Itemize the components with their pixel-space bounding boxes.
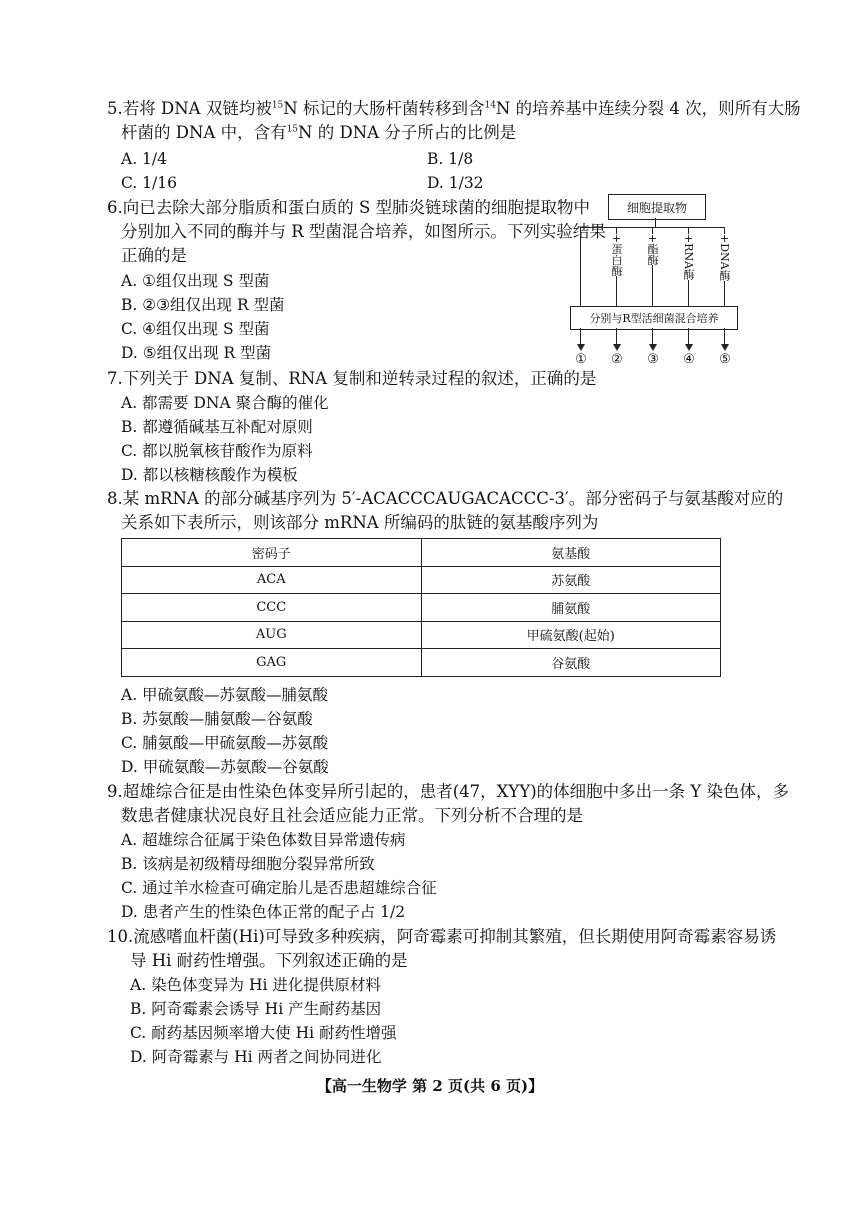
q8-option-d[interactable]: D. 甲硫氨酸—苏氨酸—谷氨酸 (121, 758, 329, 776)
table-cell-codon: AUG (122, 621, 422, 649)
esterase-label: +酯酶 (646, 234, 659, 266)
q5-text: N 标记的大肠杆菌转移到含 (283, 99, 485, 118)
arrow-down-icon (685, 344, 693, 351)
q10-stem-line2: 导 Hi 耐药性增强。下列叙述正确的是 (130, 951, 408, 970)
arrow-down-icon (613, 344, 621, 351)
group-5-label: ⑤ (719, 352, 731, 367)
table-row (122, 594, 721, 622)
q9-option-c[interactable]: C. 通过羊水检查可确定胎儿是否患超雄综合征 (121, 879, 437, 897)
group-1-label: ① (575, 352, 587, 367)
q9-option-d[interactable]: D. 患者产生的性染色体正常的配子占 1/2 (121, 903, 406, 921)
arrow-down-icon (577, 344, 585, 351)
q5-superscript: 15 (271, 100, 284, 111)
table-cell-codon: GAG (122, 649, 422, 677)
q5-text: N 的 DNA 分子所占的比例是 (298, 123, 517, 142)
q9-stem-line2: 数患者健康状况良好且社会适应能力正常。下列分析不合理的是 (121, 806, 583, 825)
protease-label: +蛋白酶 (610, 234, 623, 277)
mix-culture-box: 分别与R型活细菌混合培养 (570, 306, 738, 330)
q10-option-d[interactable]: D. 阿奇霉素与 Hi 两者之间协同进化 (130, 1048, 382, 1066)
table-header-codon: 密码子 (122, 539, 422, 567)
rnase-label: +RNA酶 (682, 234, 695, 281)
codon-table (121, 538, 721, 677)
q5-option-d[interactable]: D. 1/32 (427, 174, 484, 192)
table-cell-amino-acid: 甲硫氨酸(起始) (421, 621, 721, 649)
q6-stem-line2: 分别加入不同的酶并与 R 型菌混合培养，如图所示。下列实验结果 (121, 222, 606, 241)
q8-stem-line2: 关系如下表所示，则该部分 mRNA 所编码的肽链的氨基酸序列为 (121, 513, 599, 532)
table-header-amino-acid: 氨基酸 (421, 539, 721, 567)
q5-option-c[interactable]: C. 1/16 (121, 174, 177, 192)
q5-option-a[interactable]: A. 1/4 (121, 150, 167, 168)
connector-line (580, 227, 581, 306)
table-header-row (122, 539, 721, 567)
table-row (122, 566, 721, 594)
group-2-label: ② (611, 352, 623, 367)
connector-line (655, 218, 656, 227)
q7-stem: 7.下列关于 DNA 复制、RNA 复制和逆转录过程的叙述，正确的是 (107, 369, 597, 388)
table-cell-codon: CCC (122, 594, 422, 622)
page-footer: 【高一生物学 第 2 页(共 6 页)】 (316, 1077, 544, 1095)
q10-option-b[interactable]: B. 阿奇霉素会诱导 Hi 产生耐药基因 (130, 1000, 382, 1018)
table-cell-amino-acid: 谷氨酸 (421, 649, 721, 677)
q7-option-a[interactable]: A. 都需要 DNA 聚合酶的催化 (121, 394, 329, 412)
q8-option-a[interactable]: A. 甲硫氨酸—苏氨酸—脯氨酸 (121, 686, 329, 704)
table-row (122, 649, 721, 677)
q6-option-d[interactable]: D. ⑤组仅出现 R 型菌 (121, 344, 272, 362)
q5-superscript: 14 (484, 100, 496, 111)
q8-option-c[interactable]: C. 脯氨酸—甲硫氨酸—苏氨酸 (121, 734, 329, 752)
cell-extract-box: 细胞提取物 (608, 194, 706, 220)
arrow-down-icon (721, 344, 729, 351)
q5-superscript: 15 (286, 124, 299, 135)
group-4-label: ④ (683, 352, 695, 367)
q8-stem-line1: 8.某 mRNA 的部分碱基序列为 5′-ACACCCAUGACACCC-3′。部分密码子与氨基酸对应的 (107, 489, 784, 508)
q7-option-d[interactable]: D. 都以核糖核酸作为模板 (121, 466, 298, 484)
q10-stem-line1: 10.流感嗜血杆菌(Hi)可导致多种疾病，阿奇霉素可抑制其繁殖，但长期使用阿奇霉素容易诱 (107, 927, 777, 946)
q9-stem-line1: 9.超雄综合征是由性染色体变异所引起的，患者(47，XYY)的体细胞中多出一条 Y 染色体，多 (107, 782, 790, 801)
q5-text: 杆菌的 DNA 中，含有 (121, 123, 287, 142)
table-cell-amino-acid: 脯氨酸 (421, 594, 721, 622)
q6-stem-line1: 6.向已去除大部分脂质和蛋白质的 S 型肺炎链球菌的细胞提取物中 (107, 198, 591, 217)
q6-stem-line3: 正确的是 (121, 246, 187, 265)
enzyme-experiment-diagram (572, 190, 740, 372)
q7-option-c[interactable]: C. 都以脱氧核苷酸作为原料 (121, 442, 313, 460)
table-cell-amino-acid: 苏氨酸 (421, 566, 721, 594)
q5-text: 5.若将 DNA 双链均被 (107, 99, 272, 118)
q8-option-b[interactable]: B. 苏氨酸—脯氨酸—谷氨酸 (121, 710, 313, 728)
q5-text: N 的培养基中连续分裂 4 次，则所有大肠 (495, 99, 801, 118)
q10-option-c[interactable]: C. 耐药基因频率增大使 Hi 耐药性增强 (130, 1024, 397, 1042)
q5-stem-line2 (121, 122, 516, 144)
q7-option-b[interactable]: B. 都遵循碱基互补配对原则 (121, 418, 313, 436)
group-3-label: ③ (647, 352, 659, 367)
q9-option-a[interactable]: A. 超雄综合征属于染色体数目异常遗传病 (121, 831, 406, 849)
q9-option-b[interactable]: B. 该病是初级精母细胞分裂异常所致 (121, 855, 375, 873)
dnase-label: +DNA酶 (718, 234, 731, 281)
q6-option-c[interactable]: C. ④组仅出现 S 型菌 (121, 320, 270, 338)
arrow-down-icon (649, 344, 657, 351)
q6-option-b[interactable]: B. ②③组仅出现 R 型菌 (121, 296, 285, 314)
q6-option-a[interactable]: A. ①组仅出现 S 型菌 (121, 272, 270, 290)
table-row (122, 621, 721, 649)
q5-stem-line1 (107, 98, 801, 120)
q10-option-a[interactable]: A. 染色体变异为 Hi 进化提供原材料 (130, 976, 381, 994)
table-cell-codon: ACA (122, 566, 422, 594)
q5-option-b[interactable]: B. 1/8 (427, 150, 474, 168)
